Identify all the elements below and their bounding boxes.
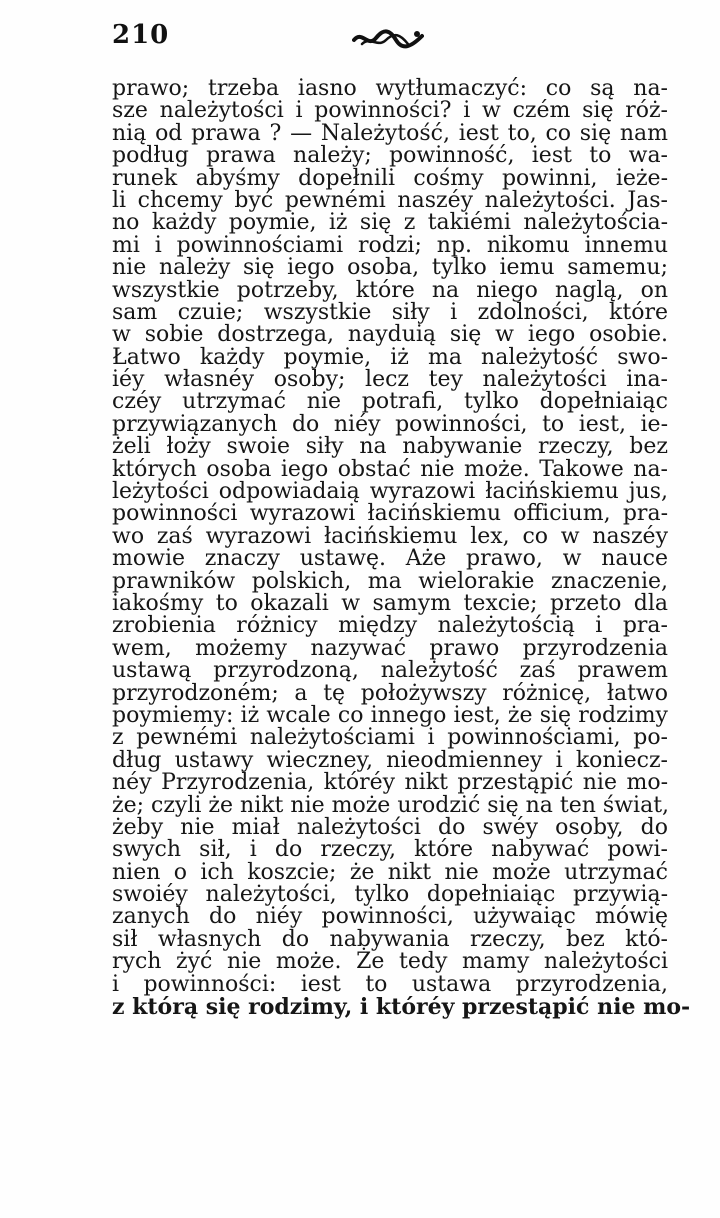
text-line: swoiéy należytości, tylko dopełniaiąc przywią- (112, 882, 668, 908)
text-line: mi i powinnościami rodzi; np. nikomu innemu (112, 232, 668, 258)
text-line: prawo; trzeba iasno wytłumaczyć: co są na- (112, 76, 668, 101)
text-line: zanych do niéy powinności, używaiąc mówię (112, 904, 668, 930)
text-line: zrobienia różnicy między należytością i pra- (112, 613, 668, 639)
text-line: néy Przyrodzenia, któréy nikt przestąpić nie mo- (112, 770, 668, 796)
text-line: i powinności: iest to ustawa przyrodzenia, (112, 971, 668, 997)
text-line: dług ustawy wieczney, nieodmienney i koniecz- (112, 747, 668, 773)
text-line: w sobie dostrzega, nayduią się w iego osobie. (112, 322, 668, 348)
text-line: iéy własnéy osoby; lecz tey należytości ina- (112, 367, 668, 393)
text-line: ustawą przyrodzoną, należytość zaś prawem (112, 658, 668, 684)
text-line: Łatwo każdy poymie, iż ma należytość swo- (112, 344, 668, 370)
text-line: przywiązanych do niéy powinności, to iest, ie- (112, 411, 668, 437)
text-line: z pewnémi należytościami i powinnościami, po- (112, 725, 668, 751)
text-line: że; czyli że nikt nie może urodzić się na ten świat, (112, 792, 670, 818)
text-line: czéy utrzymać nie potrafi, tylko dopełniaiąc (112, 389, 668, 415)
text-line: wszystkie potrzeby, które na niego naglą, on (112, 277, 668, 303)
text-line: których osoba iego obstać nie może. Takowe na- (112, 456, 668, 482)
text-line: runek abyśmy dopełnili cośmy powinni, ieże- (112, 165, 668, 191)
text-line: li chcemy być pewnémi naszéy należytości. Jas- (112, 187, 668, 213)
text-line: sam czuie; wszystkie siły i zdolności, które (112, 299, 668, 325)
text-line: wo zaś wyrazowi łacińskiemu lex, co w naszéy (112, 523, 668, 549)
text-line: nie należy się iego osoba, tylko iemu samemu; (112, 255, 668, 281)
text-line: żeby nie miał należytości do swéy osoby, do (112, 814, 668, 840)
text-line: wem, możemy nazywać prawo przyrodzenia (112, 635, 668, 661)
text-line: no każdy poymie, iż się z takiémi należytościa- (112, 210, 668, 236)
text-line: sze należytości i powinności? i w czém się róż- (112, 98, 668, 124)
text-line: przyrodzoném; a tę położywszy różnicę, łatwo (112, 680, 668, 706)
text-line: mowie znaczy ustawę. Aże prawo, w nauce (112, 546, 668, 572)
text-line: leżytości odpowiadaią wyrazowi łacińskiemu jus, (112, 479, 668, 505)
text-line: podług prawa należy; powinność, iest to wa- (112, 143, 668, 169)
page-number: 210 (112, 20, 170, 50)
text-line: powinności wyrazowi łacińskiemu officium, pra- (112, 501, 668, 527)
text-line: z którą się rodzimy, i któréy przestąpić nie mo- (112, 994, 691, 1021)
text-line: prawników polskich, ma wielorakie znaczenie, (112, 568, 668, 594)
text-line: rych żyć nie może. Że tedy mamy należytości (112, 949, 668, 975)
text-line: nien o ich koszcie; że nikt nie może utrzymać (112, 859, 668, 885)
text-line: nią od prawa ? — Należytość, iest to, co się nam (112, 120, 668, 146)
text-line: sił własnych do nabywania rzeczy, bez któ- (112, 926, 668, 952)
decorative-flourish-icon (352, 26, 424, 50)
text-line: iakośmy to okazali w samym texcie; przeto dla (112, 590, 668, 616)
text-line: poymiemy: iż wcale co innego iest, że się rodzimy (112, 702, 668, 728)
text-line: swych sił, i do rzeczy, które nabywać powi- (112, 837, 668, 863)
page-body-text (112, 76, 691, 1021)
text-line: żeli łoży swoie siły na nabywanie rzeczy, bez (112, 434, 668, 460)
